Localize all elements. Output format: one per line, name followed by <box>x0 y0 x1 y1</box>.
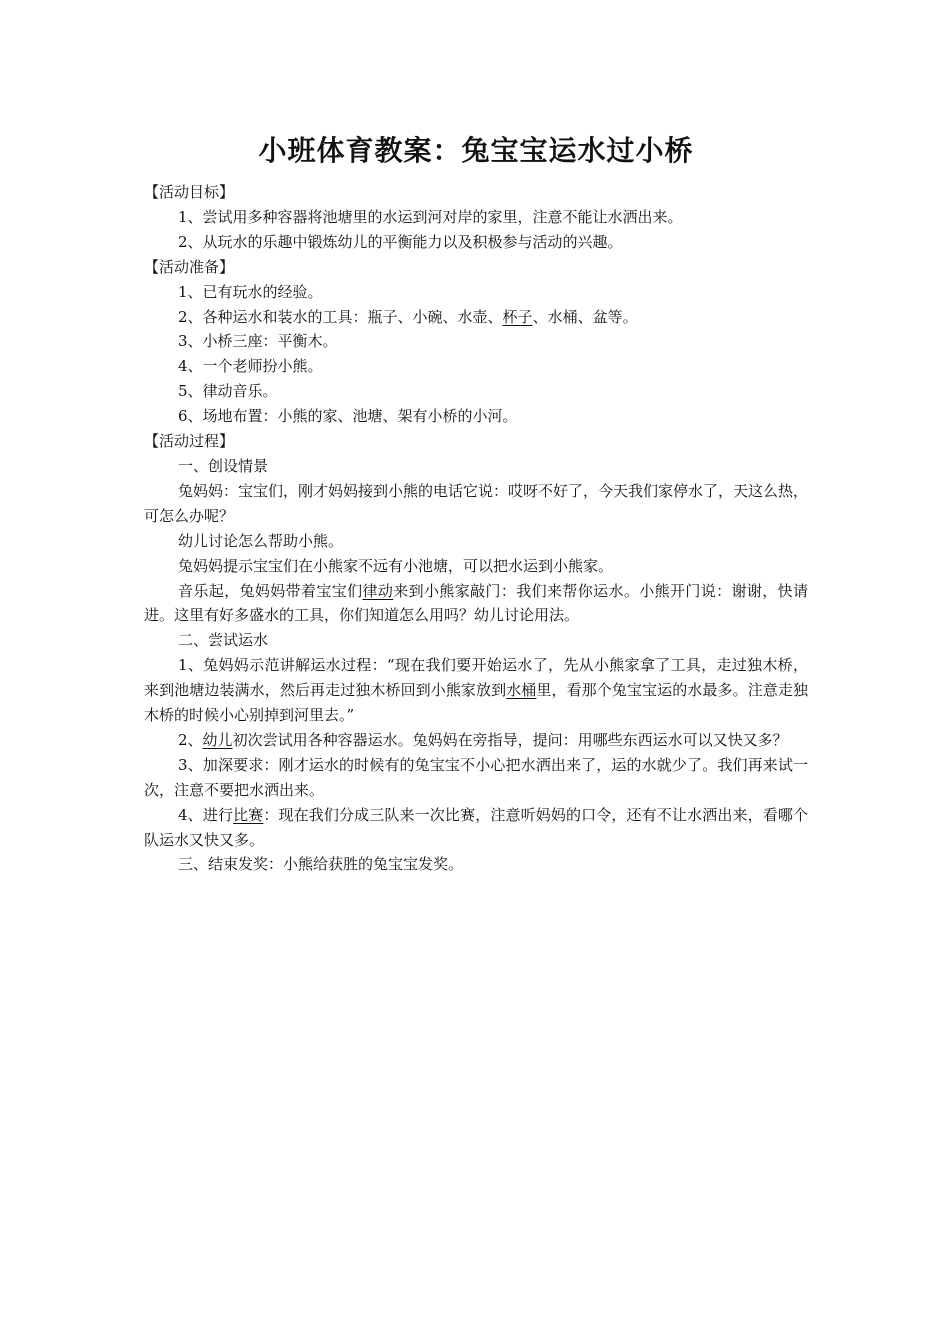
underlined-link[interactable]: 水桶 <box>506 681 537 700</box>
prep-item: 3、小桥三座：平衡木。 <box>178 332 338 351</box>
underlined-link[interactable]: 律动 <box>362 581 394 600</box>
step-title: 三、结束发奖：小熊给获胜的兔宝宝发奖。 <box>178 855 464 874</box>
section-heading-goals: 【活动目标】 <box>144 183 235 201</box>
text-run: 来到小熊家敲门：我们来帮你运水。小熊开门说：谢谢，快请进。这里有好多盛水的工具，你们知道怎么用吗？幼儿讨论用法。 <box>144 581 808 625</box>
section-heading-preparation: 【活动准备】 <box>144 257 235 276</box>
text-run: 2、 <box>178 730 203 749</box>
prep-item: 4、一个老师扮小熊。 <box>178 357 323 376</box>
document-page <box>144 130 808 877</box>
underlined-link[interactable]: 幼儿 <box>202 730 233 749</box>
step-paragraph: 幼儿讨论怎么帮助小熊。 <box>178 531 344 550</box>
underlined-link[interactable]: 杯子 <box>502 307 533 326</box>
step-paragraph <box>144 728 808 753</box>
step-paragraph: 兔妈妈提示宝宝们在小熊家不远有小池塘，可以把水运到小熊家。 <box>178 556 614 575</box>
text-run: 里，看那个兔宝宝运的水最多。注意走独木桥的时候小心别掉到河里去。” <box>144 681 808 725</box>
text-run: 1、兔妈妈示范讲解运水过程：“现在我们要开始运水了，先从小熊家拿了工具，走过独木桥，来到池塘边装满水，然后再走过独木桥回到小熊家放到 <box>144 656 808 700</box>
text-run: 2、各种运水和装水的工具：瓶子、小碗、水壶、 <box>178 307 503 326</box>
step-paragraph: 兔妈妈：宝宝们，刚才妈妈接到小熊的电话它说：哎呀不好了，今天我们家停水了，天这么热，可怎么办呢？ <box>144 481 809 525</box>
prep-item: 6、场地布置：小熊的家、池塘、架有小桥的小河。 <box>178 407 518 426</box>
step-title: 一、创设情景 <box>178 456 269 475</box>
step-paragraph: 3、加深要求：刚才运水的时候有的兔宝宝不小心把水洒出来了，运的水就少了。我们再来试一次，注意不要把水洒出来。 <box>144 755 808 799</box>
step-title: 二、尝试运水 <box>178 631 269 650</box>
goal-item: 1、尝试用多种容器将池塘里的水运到河对岸的家里，注意不能让水洒出来。 <box>178 207 683 226</box>
underlined-link[interactable]: 比赛 <box>233 805 264 824</box>
document-title: 小班体育教案：兔宝宝运水过小桥 <box>258 134 694 167</box>
goal-item: 2、从玩水的乐趣中锻炼幼儿的平衡能力以及积极参与活动的兴趣。 <box>178 232 623 251</box>
step-paragraph <box>144 579 808 629</box>
text-run: 音乐起，兔妈妈带着宝宝们 <box>178 581 363 600</box>
text-run: 、水桶、盆等。 <box>532 307 638 326</box>
text-run: ：现在我们分成三队来一次比赛，注意听妈妈的口令，还有不让水洒出来，看哪个队运水又快又多。 <box>144 805 808 849</box>
step-paragraph <box>144 803 808 853</box>
prep-item: 5、律动音乐。 <box>178 382 278 401</box>
text-run: 4、进行 <box>178 805 234 824</box>
step-paragraph <box>144 653 808 728</box>
section-heading-process: 【活动过程】 <box>144 432 235 451</box>
prep-item: 1、已有玩水的经验。 <box>178 282 323 301</box>
prep-item <box>144 305 808 330</box>
text-run: 初次尝试用各种容器运水。兔妈妈在旁指导，提问：用哪些东西运水可以又快又多？ <box>232 730 788 749</box>
